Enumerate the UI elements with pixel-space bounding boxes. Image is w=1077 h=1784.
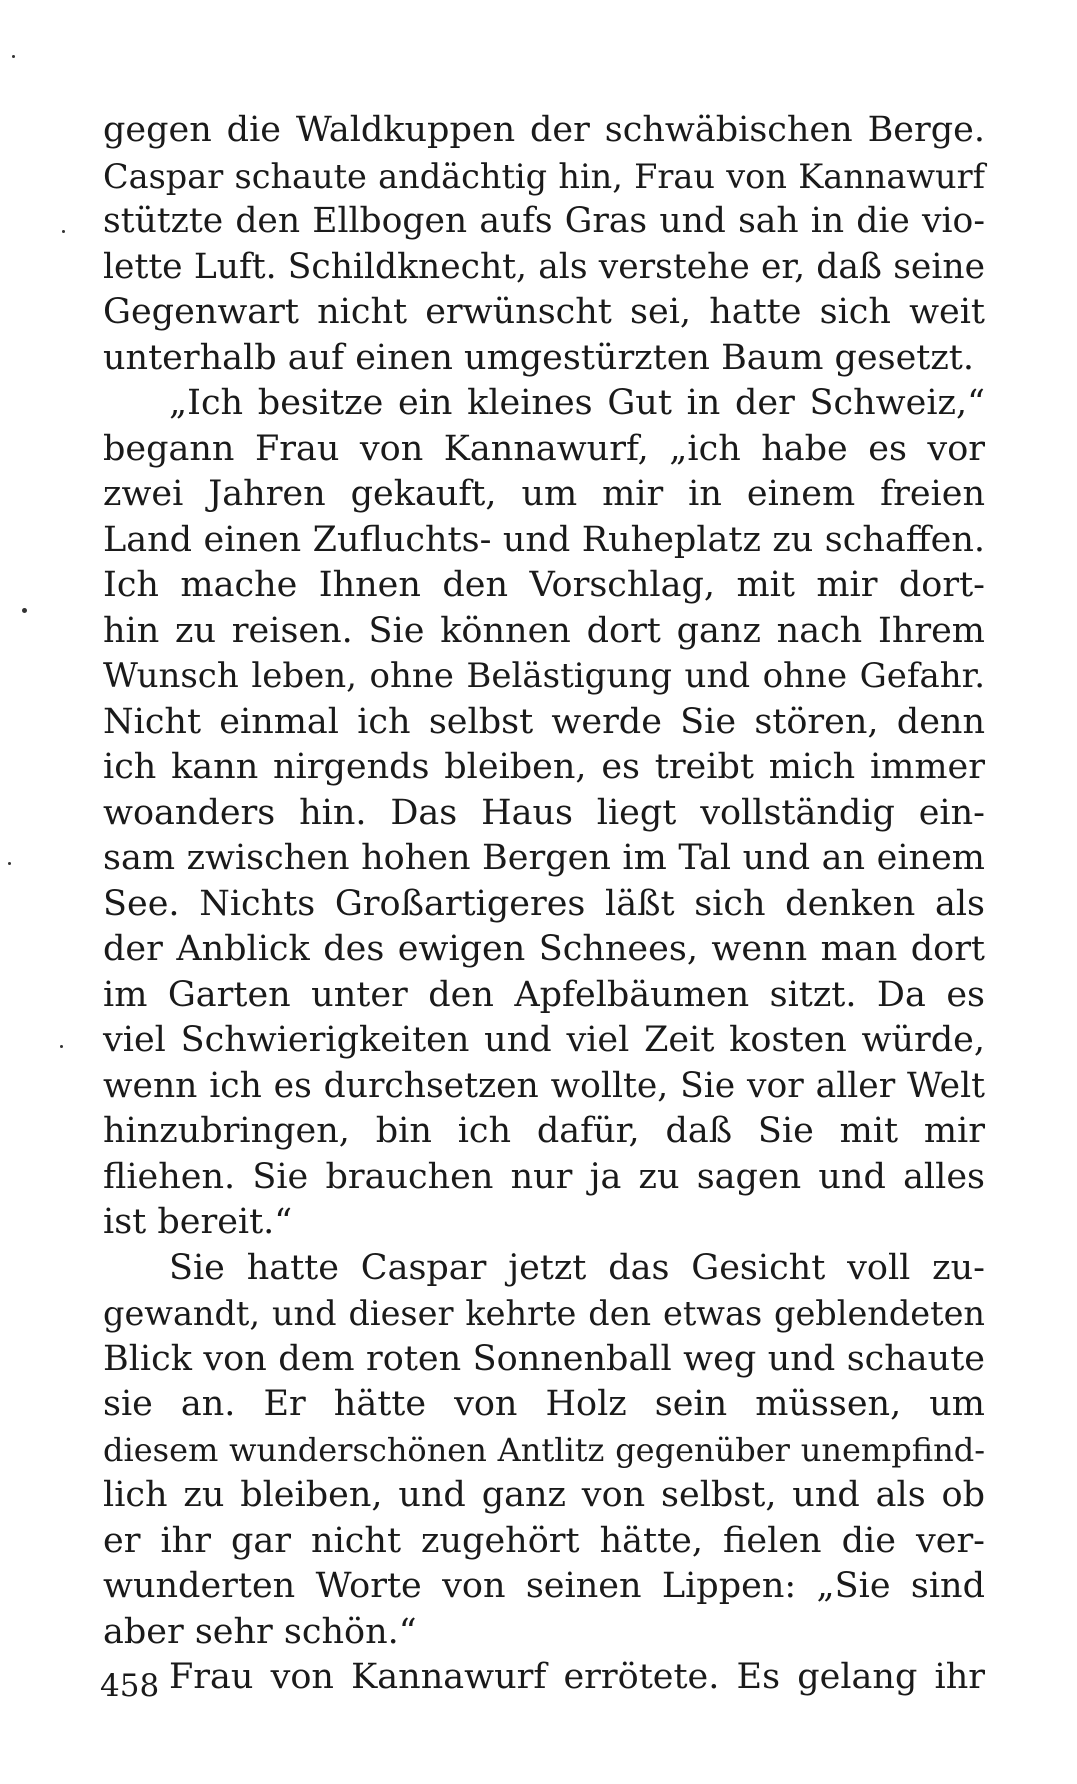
text-line: stützte den Ellbogen aufs Gras und sah in die vio- bbox=[103, 201, 985, 241]
text-line: ich kann nirgends bleiben, es treibt mich immer bbox=[103, 747, 985, 787]
text-line: lette Luft. Schildknecht, als verstehe er, daß seine bbox=[103, 246, 985, 287]
text-line: der Anblick des ewigen Schnees, wenn man dort bbox=[103, 929, 985, 969]
text-line: Ich mache Ihnen den Vorschlag, mit mir dort- bbox=[103, 565, 985, 605]
text-line: gewandt, und dieser kehrte den etwas geblendeten bbox=[103, 1294, 985, 1333]
text-line: „Ich besitze ein kleines Gut in der Schweiz,“ bbox=[169, 383, 985, 423]
text-line: diesem wunderschönen Antlitz gegenüber unempfind- bbox=[103, 1430, 985, 1469]
text-line: sie an. Er hätte von Holz sein müssen, um bbox=[103, 1384, 985, 1424]
text-line: er ihr gar nicht zugehört hätte, fielen die ver- bbox=[103, 1520, 985, 1561]
text-line: hinzubringen, bin ich dafür, daß Sie mit mir bbox=[103, 1111, 985, 1151]
text-line: aber sehr schön.“ bbox=[103, 1611, 417, 1652]
scan-speck bbox=[62, 230, 65, 233]
scan-speck bbox=[60, 1045, 63, 1048]
text-line: See. Nichts Großartigeres läßt sich denken als bbox=[103, 883, 985, 924]
text-line: woanders hin. Das Haus liegt vollständig ein- bbox=[103, 792, 985, 833]
text-line: Caspar schaute andächtig hin, Frau von Kannawurf bbox=[103, 156, 985, 196]
text-line: begann Frau von Kannawurf, „ich habe es vor bbox=[103, 428, 985, 469]
text-line: hin zu reisen. Sie können dort ganz nach Ihrem bbox=[103, 610, 985, 651]
text-line: sam zwischen hohen Bergen im Tal und an einem bbox=[103, 838, 985, 878]
text-line: fliehen. Sie brauchen nur ja zu sagen und alles bbox=[103, 1156, 985, 1197]
scan-speck bbox=[12, 55, 15, 58]
body-text bbox=[103, 108, 985, 1701]
page-number: 458 bbox=[100, 1668, 160, 1704]
text-line: unterhalb auf einen umgestürzten Baum gesetzt. bbox=[103, 337, 975, 378]
text-line: viel Schwierigkeiten und viel Zeit kosten würde, bbox=[103, 1020, 985, 1060]
text-line: Blick von dem roten Sonnenball weg und schaute bbox=[103, 1338, 985, 1379]
scan-speck bbox=[22, 608, 27, 613]
text-line: Frau von Kannawurf errötete. Es gelang ihr bbox=[169, 1657, 985, 1697]
scan-speck bbox=[8, 862, 11, 865]
text-line: ist bereit.“ bbox=[103, 1202, 293, 1242]
text-line: zwei Jahren gekauft, um mir in einem freien bbox=[103, 474, 985, 514]
text-line: Gegenwart nicht erwünscht sei, hatte sich weit bbox=[103, 292, 985, 332]
text-line: wenn ich es durchsetzen wollte, Sie vor aller Welt bbox=[103, 1065, 985, 1106]
text-line: im Garten unter den Apfelbäumen sitzt. Da es bbox=[103, 974, 985, 1015]
text-line: lich zu bleiben, und ganz von selbst, und als ob bbox=[103, 1475, 985, 1515]
text-line: wunderten Worte von seinen Lippen: „Sie sind bbox=[103, 1566, 985, 1606]
text-line: gegen die Waldkuppen der schwäbischen Berge. bbox=[103, 110, 985, 150]
text-line: Nicht einmal ich selbst werde Sie stören, denn bbox=[103, 701, 985, 742]
text-line: Land einen Zufluchts- und Ruheplatz zu schaffen. bbox=[103, 519, 985, 560]
text-line: Wunsch leben, ohne Belästigung und ohne Gefahr. bbox=[103, 656, 985, 696]
text-line: Sie hatte Caspar jetzt das Gesicht voll zu- bbox=[169, 1247, 985, 1288]
